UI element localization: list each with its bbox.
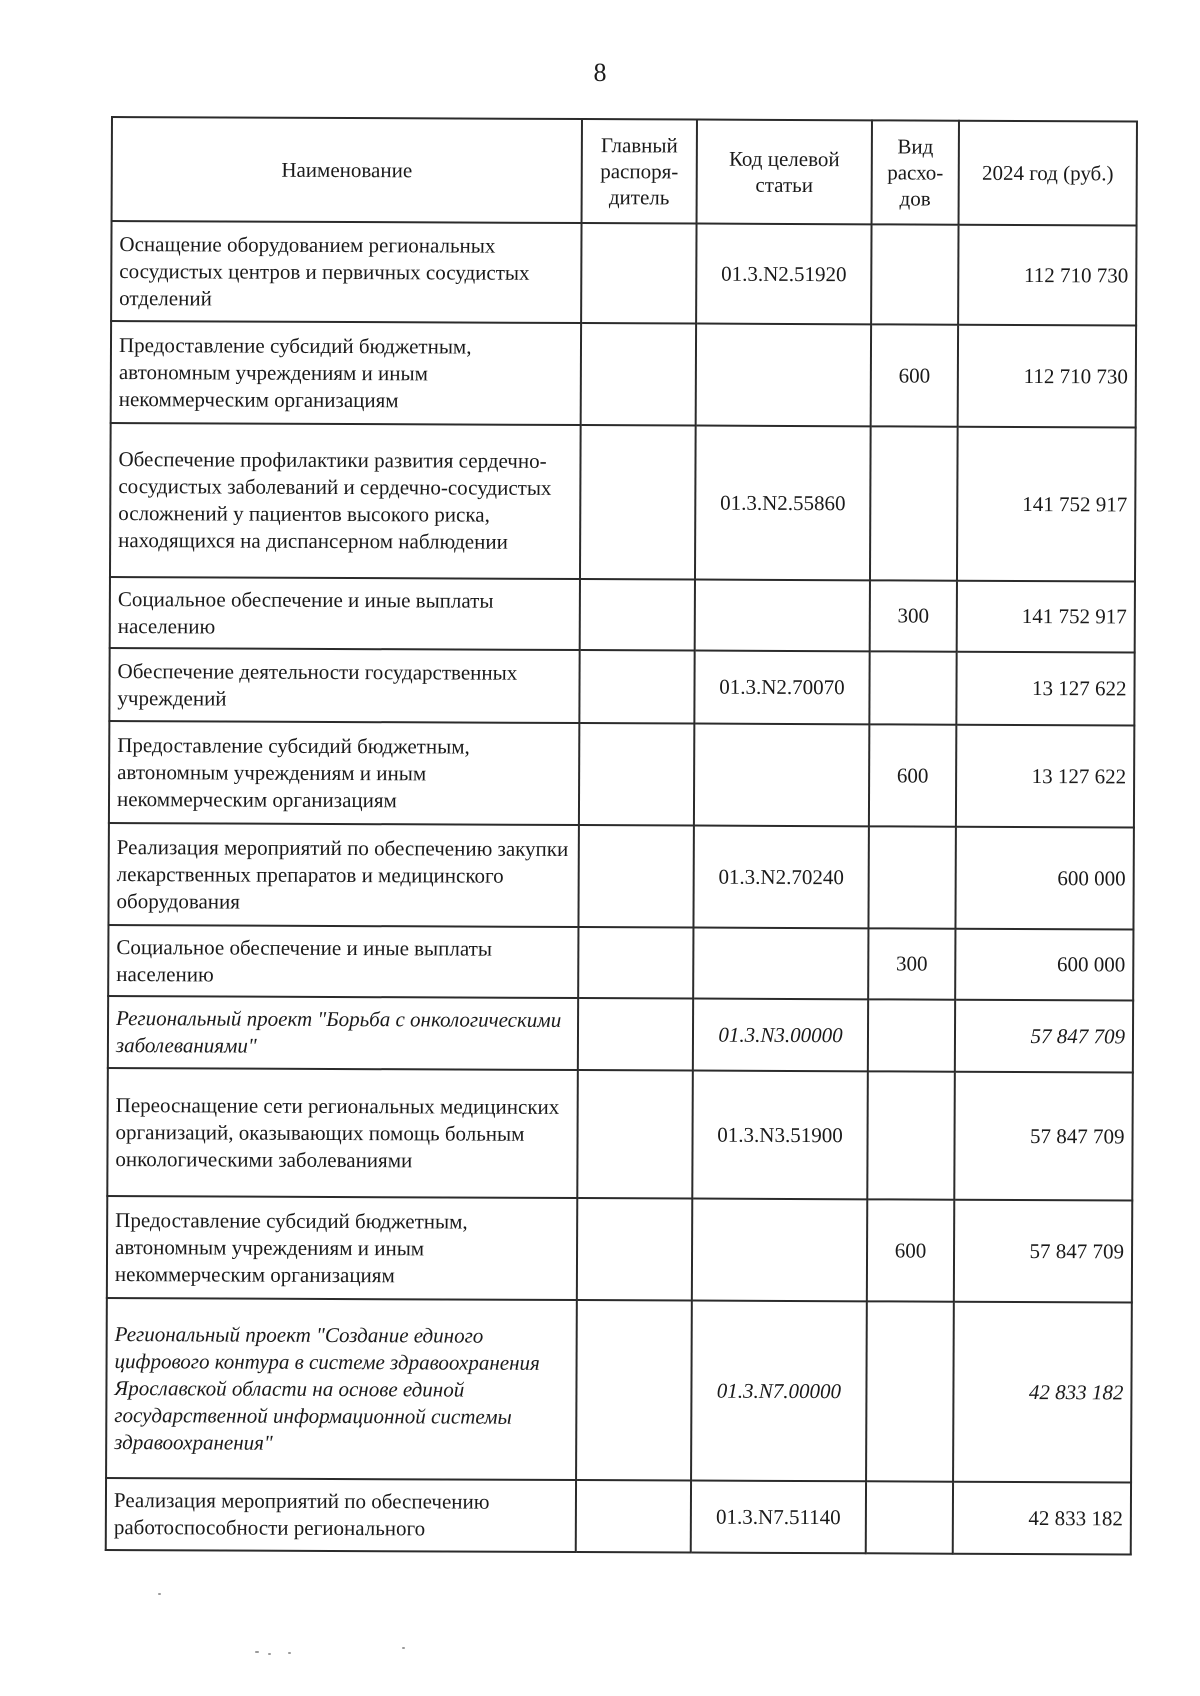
row-glav [576,1300,692,1481]
budget-table [105,116,1138,1555]
row-glav [580,579,695,651]
row-kind [870,426,958,580]
table-row [111,221,1136,325]
scan-speck [402,1647,405,1649]
table-row [109,648,1134,725]
row-kind: 300 [868,928,955,999]
row-code [693,928,868,1000]
row-glav [577,1198,692,1301]
row-amount: 141 752 917 [957,427,1136,582]
table-row [107,1068,1133,1200]
scan-speck [158,1593,161,1595]
table-row [108,823,1133,929]
table-row [107,1196,1132,1302]
row-glav [581,323,696,426]
row-amount: 57 847 709 [954,1200,1132,1303]
row-name: Обеспечение профилактики развития сердечно-сосудистых заболеваний и сердечно-сосудистых осложнений у пациентов высокого риска, находящихся на диспансерном наблюдении [110,423,581,579]
row-glav [581,223,696,324]
row-name: Региональный проект "Борьба с онкологическими заболеваниями" [108,996,578,1070]
table-row [108,925,1133,1000]
row-amount: 57 847 709 [955,1000,1133,1073]
row-kind [869,651,956,724]
row-amount: 13 127 622 [956,725,1134,828]
table-header-row [112,117,1137,225]
header-name: Наименование [112,117,582,223]
row-name: Социальное обеспечение и иные выплаты населению [108,925,578,998]
table-row [110,423,1136,581]
row-glav [579,650,694,724]
row-glav [577,1070,693,1199]
table-row [109,721,1134,827]
row-code: 01.3.N3.00000 [693,999,868,1072]
row-code: 01.3.N7.51140 [691,1481,866,1554]
row-name: Социальное обеспечение и иные выплаты населению [110,577,580,650]
row-kind: 600 [871,324,958,426]
row-code [696,324,871,427]
row-code: 01.3.N7.00000 [691,1301,867,1482]
table-row [110,577,1135,652]
row-name: Реализация мероприятий по обеспечению работоспособности регионального [106,1478,576,1552]
row-name: Переоснащение сети региональных медицинских организаций, оказывающих помощь больным онкологическими заболеваниями [107,1068,578,1198]
row-kind [868,999,955,1071]
row-amount: 13 127 622 [956,652,1134,726]
row-amount: 600 000 [955,827,1133,930]
row-amount: 112 710 730 [958,325,1136,428]
row-code [695,580,870,652]
table-row [108,996,1133,1072]
row-kind [866,1301,954,1481]
header-amount: 2024 год (руб.) [959,121,1137,226]
row-amount: 141 752 917 [957,581,1135,653]
row-code: 01.3.N2.70070 [694,651,869,725]
row-code [694,724,869,827]
row-name: Предоставление субсидий бюджетным, автономным учреждениям и иным некоммерческим организациям [107,1196,577,1300]
header-glav: Главный распоря-дитель [582,119,697,224]
row-kind: 300 [870,580,957,651]
scan-speck [255,1651,259,1653]
row-name: Предоставление субсидий бюджетным, автономным учреждениям и иным некоммерческим организациям [111,321,581,425]
row-name: Обеспечение деятельности государственных учреждений [109,648,579,723]
page-number: 8 [593,58,607,87]
row-glav [578,998,693,1071]
row-kind: 600 [869,724,956,826]
scan-speck [288,1652,291,1654]
row-kind: 600 [867,1199,954,1301]
row-kind [871,224,958,324]
row-amount: 42 833 182 [953,1482,1131,1555]
row-glav [576,1480,691,1553]
scan-speck [268,1653,271,1655]
table-row [106,1298,1132,1482]
row-amount: 57 847 709 [954,1072,1133,1201]
row-code: 01.3.N2.55860 [695,426,871,581]
row-amount: 112 710 730 [958,225,1136,326]
row-name: Предоставление субсидий бюджетным, автономным учреждениям и иным некоммерческим организациям [109,721,579,825]
row-name: Оснащение оборудованием региональных сосудистых центров и первичных сосудистых отделений [111,221,581,323]
row-glav [579,723,694,826]
row-name: Региональный проект "Создание единого цифрового контура в системе здравоохранения Ярославской области на основе единой государственной информационной системы здравоохранения" [106,1298,577,1480]
row-code: 01.3.N2.51920 [696,224,871,325]
row-amount: 600 000 [955,929,1133,1001]
row-name: Реализация мероприятий по обеспечению закупки лекарственных препаратов и медицинского оборудования [108,823,578,927]
header-kind: Вид расхо-дов [872,120,959,224]
row-code: 01.3.N3.51900 [692,1071,868,1200]
row-kind [868,826,955,928]
row-glav [580,425,696,580]
row-code [692,1199,867,1302]
row-kind [867,1071,955,1199]
row-code: 01.3.N2.70240 [693,826,868,929]
header-code: Код целевой статьи [697,120,872,225]
row-amount: 42 833 182 [953,1302,1132,1483]
row-glav [578,927,693,999]
row-kind [866,1481,953,1553]
table-row [111,321,1136,427]
row-glav [578,825,693,928]
table-row [106,1478,1131,1554]
